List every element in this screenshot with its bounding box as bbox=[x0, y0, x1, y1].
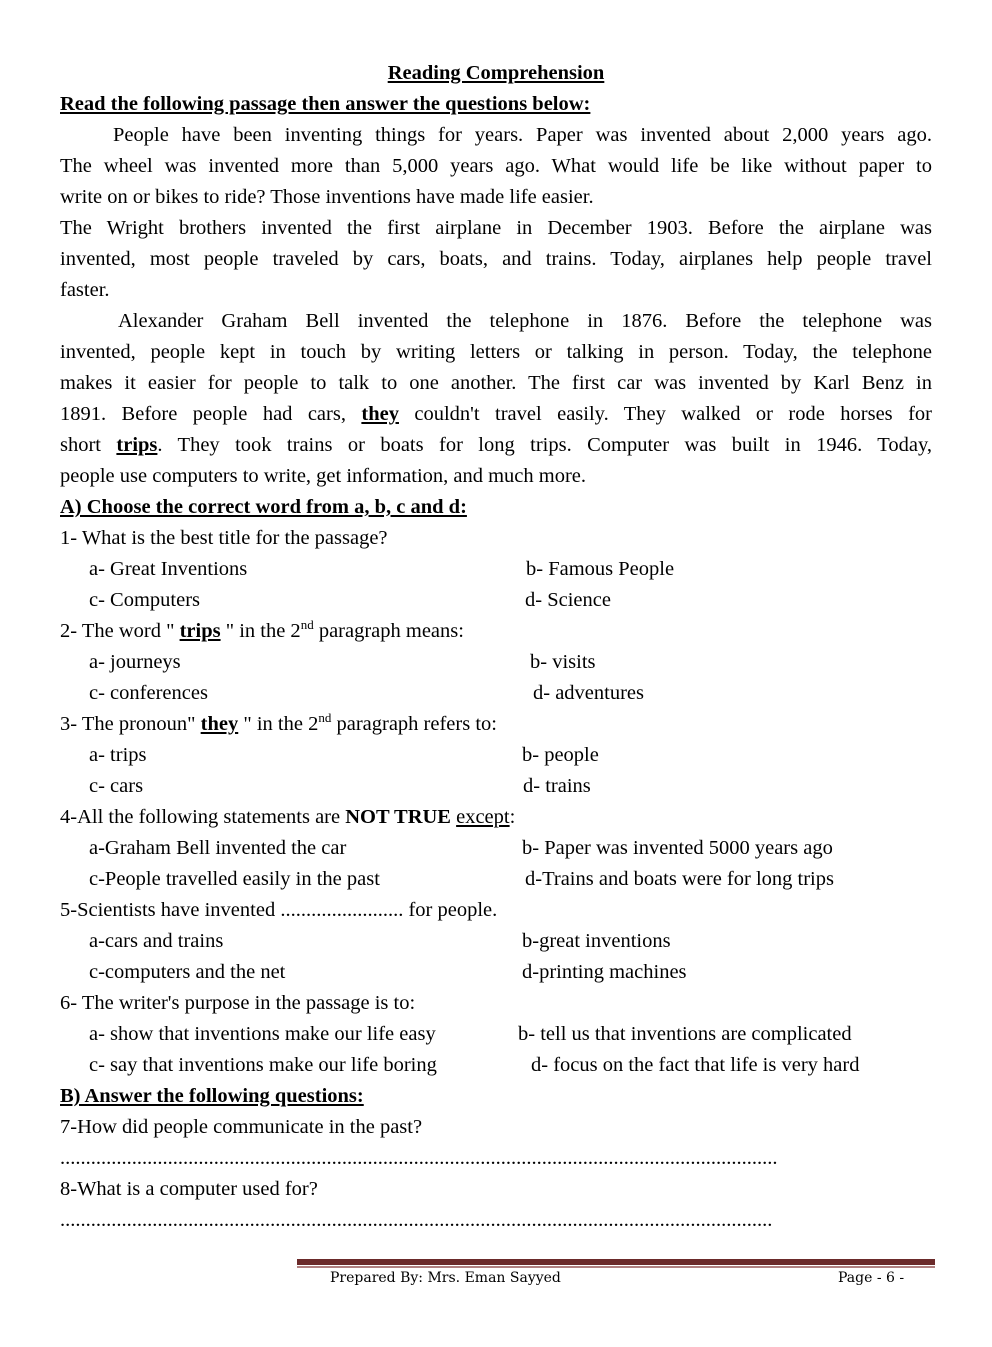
question-3: 3- The pronoun" they " in the 2nd paragraph refers to: bbox=[60, 710, 497, 735]
passage-line: People have been inventing things for years. Paper was invented about 2,000 years ago. bbox=[113, 124, 932, 146]
option-6d[interactable]: d- focus on the fact that life is very hard bbox=[531, 1054, 860, 1076]
passage-line: invented, people kept in touch by writing letters or talking in person. Today, the telephone bbox=[60, 341, 932, 363]
option-4c[interactable]: c-People travelled easily in the past bbox=[89, 868, 380, 890]
option-3a[interactable]: a- trips bbox=[89, 744, 147, 766]
question-5: 5-Scientists have invented ........................ for people. bbox=[60, 899, 498, 921]
footer-divider bbox=[297, 1259, 935, 1266]
option-1a[interactable]: a- Great Inventions bbox=[89, 558, 248, 580]
option-2a[interactable]: a- journeys bbox=[89, 651, 181, 673]
option-1b[interactable]: b- Famous People bbox=[526, 558, 675, 580]
passage-line: short trips. They took trains or boats for long trips. Computer was built in 1946. Today, bbox=[60, 434, 933, 456]
option-6c[interactable]: c- say that inventions make our life boring bbox=[89, 1054, 437, 1076]
passage-line: Alexander Graham Bell invented the telephone in 1876. Before the telephone was bbox=[118, 310, 932, 332]
option-4d[interactable]: d-Trains and boats were for long trips bbox=[525, 868, 834, 890]
keyword-they: they bbox=[361, 403, 399, 425]
option-3c[interactable]: c- cars bbox=[89, 775, 144, 797]
question-6: 6- The writer's purpose in the passage is to: bbox=[60, 992, 416, 1014]
passage-line: The wheel was invented more than 5,000 years ago. What would life be like without paper to bbox=[60, 155, 932, 177]
passage-line: people use computers to write, get information, and much more. bbox=[60, 465, 587, 487]
option-5b[interactable]: b-great inventions bbox=[522, 930, 671, 952]
passage-line: makes it easier for people to talk to one another. The first car was invented by Karl Benz in bbox=[60, 372, 932, 394]
passage-line: faster. bbox=[60, 279, 110, 301]
option-3b[interactable]: b- people bbox=[522, 744, 599, 766]
passage-line: write on or bikes to ride? Those inventions have made life easier. bbox=[60, 186, 594, 208]
answer-line-7[interactable]: ............................................................................................................................................ bbox=[60, 1147, 778, 1169]
keyword-trips: trips bbox=[116, 434, 158, 456]
section-a-heading: A) Choose the correct word from a, b, c and d: bbox=[60, 496, 467, 518]
option-2d[interactable]: d- adventures bbox=[533, 682, 644, 704]
option-5d[interactable]: d-printing machines bbox=[522, 961, 687, 983]
question-2: 2- The word " trips " in the 2nd paragraph means: bbox=[60, 617, 464, 642]
passage-line: The Wright brothers invented the first airplane in December 1903. Before the airplane was bbox=[60, 217, 932, 239]
option-6b[interactable]: b- tell us that inventions are complicated bbox=[518, 1023, 852, 1045]
option-5c[interactable]: c-computers and the net bbox=[89, 961, 286, 983]
instruction-heading: Read the following passage then answer the questions below: bbox=[60, 93, 591, 115]
passage-line: 1891. Before people had cars, they couldn't travel easily. They walked or rode horses for bbox=[60, 403, 932, 425]
option-4a[interactable]: a-Graham Bell invented the car bbox=[89, 837, 347, 859]
question-7: 7-How did people communicate in the past? bbox=[60, 1116, 423, 1138]
footer-page-number: Page - 6 - bbox=[838, 1270, 905, 1286]
question-4: 4-All the following statements are NOT TRUE except: bbox=[60, 806, 516, 828]
answer-line-8[interactable]: ........................................................................................................................................... bbox=[60, 1209, 773, 1231]
option-1c[interactable]: c- Computers bbox=[89, 589, 201, 611]
option-3d[interactable]: d- trains bbox=[523, 775, 591, 797]
footer-author: Prepared By: Mrs. Eman Sayyed bbox=[330, 1270, 561, 1286]
passage-line: invented, most people traveled by cars, boats, and trains. Today, airplanes help people travel bbox=[60, 248, 932, 270]
option-6a[interactable]: a- show that inventions make our life easy bbox=[89, 1023, 436, 1045]
question-8: 8-What is a computer used for? bbox=[60, 1178, 318, 1200]
option-5a[interactable]: a-cars and trains bbox=[89, 930, 224, 952]
option-4b[interactable]: b- Paper was invented 5000 years ago bbox=[522, 837, 833, 859]
option-1d[interactable]: d- Science bbox=[525, 589, 611, 611]
question-1: 1- What is the best title for the passage? bbox=[60, 527, 388, 549]
section-b-heading: B) Answer the following questions: bbox=[60, 1085, 364, 1107]
page-title: Reading Comprehension bbox=[387, 62, 605, 84]
option-2b[interactable]: b- visits bbox=[530, 651, 596, 673]
option-2c[interactable]: c- conferences bbox=[89, 682, 208, 704]
